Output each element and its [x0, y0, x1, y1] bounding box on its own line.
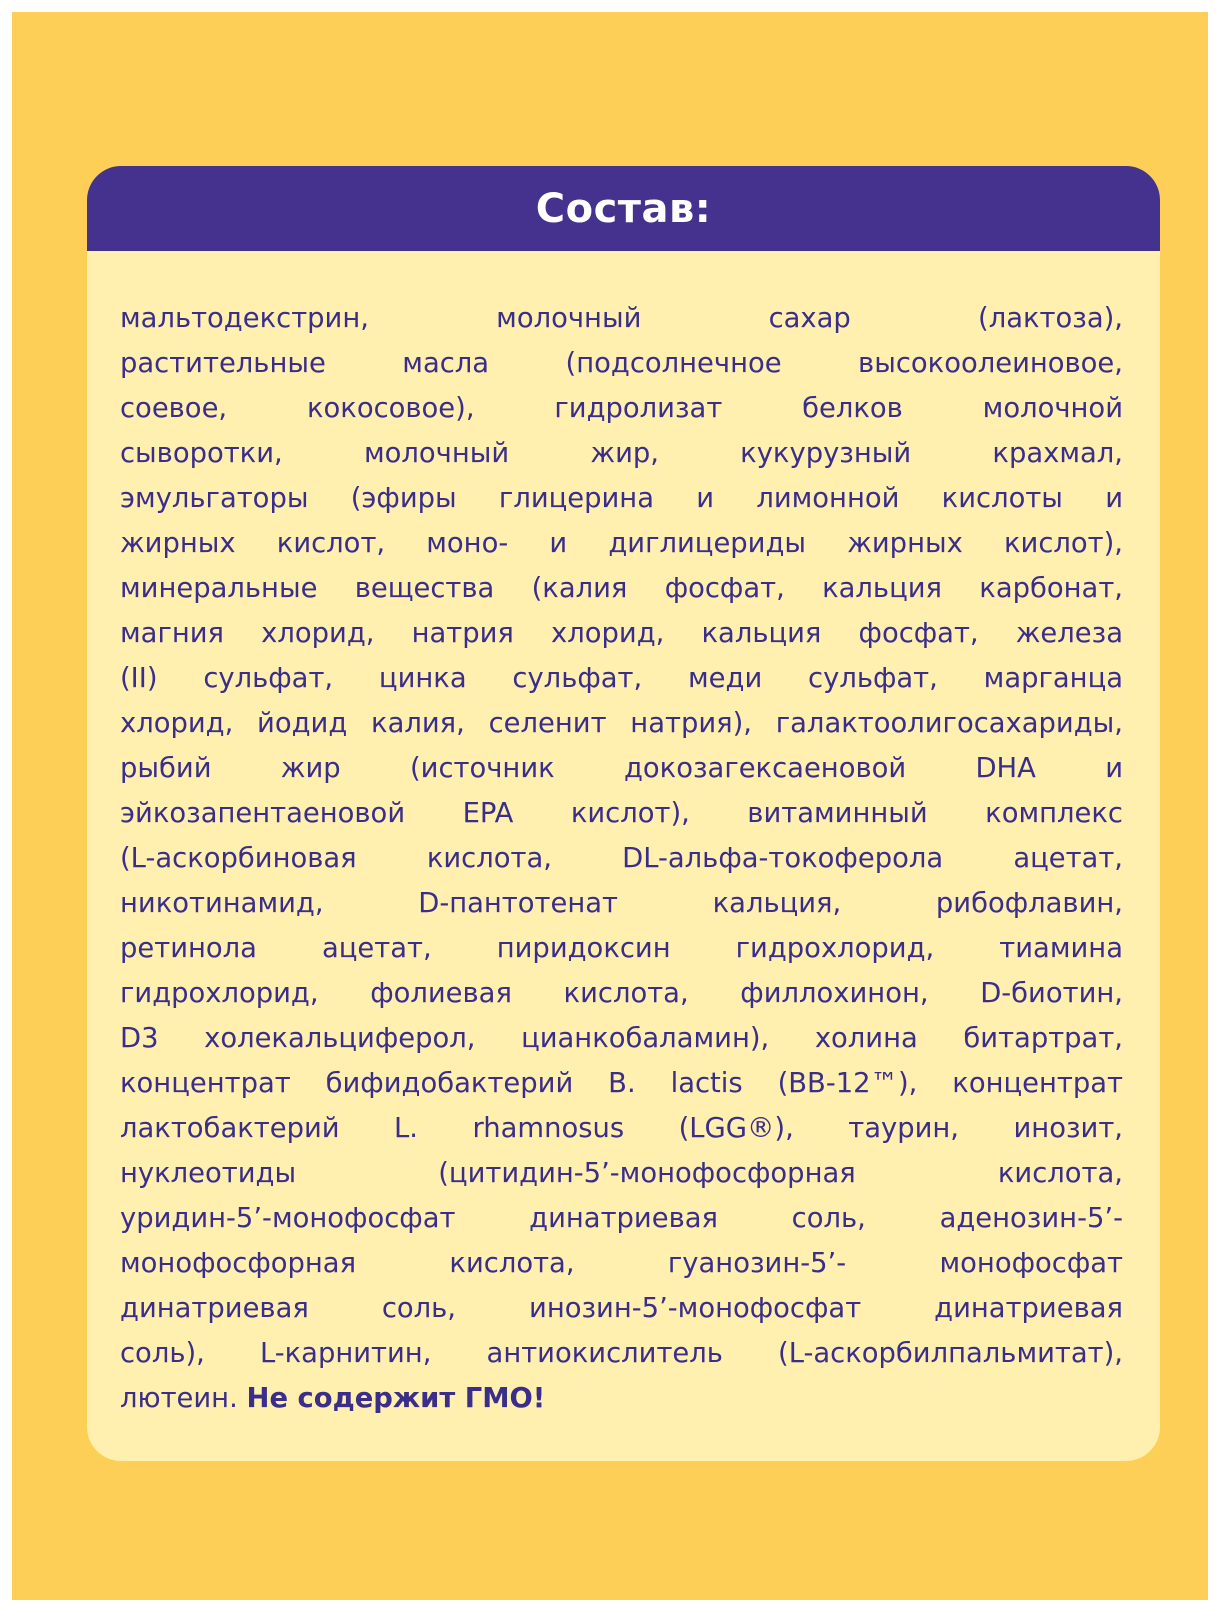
card-header — [87, 166, 1160, 251]
ingredients-line: мальтодекстрин, молочный сахар (лактоза), — [120, 303, 1123, 334]
ingredients-line: хлорид, йодид калия, селенит натрия), галактоолигосахариды, — [120, 708, 1123, 739]
ingredients-line: уридин-5’-монофосфат динатриевая соль, аденозин-5’- — [120, 1203, 1123, 1234]
card-title: Состав: — [535, 185, 712, 232]
ingredients-line: лактобактерий L. rhamnosus (LGG®), таурин, инозит, — [120, 1113, 1123, 1144]
ingredients-text — [120, 296, 1123, 1421]
ingredients-line: эйкозапентаеновой EPA кислот), витаминный комплекс — [120, 798, 1123, 829]
ingredients-line: эмульгаторы (эфиры глицерина и лимонной кислоты и — [120, 483, 1123, 514]
ingredients-line: гидрохлорид, фолиевая кислота, филлохинон, D-биотин, — [120, 978, 1123, 1009]
ingredients-line: нуклеотиды (цитидин-5’-монофосфорная кислота, — [120, 1158, 1123, 1189]
ingredients-line: магния хлорид, натрия хлорид, кальция фосфат, железа — [120, 618, 1123, 649]
ingredients-line: D3 холекальциферол, цианкобаламин), холина битартрат, — [120, 1023, 1123, 1054]
ingredients-last-line — [120, 1376, 1123, 1421]
ingredients-final-text: лютеин. — [120, 1383, 238, 1414]
ingredients-line: соль), L-карнитин, антиокислитель (L-аскорбилпальмитат), — [120, 1338, 1123, 1369]
ingredients-line: ретинола ацетат, пиридоксин гидрохлорид, тиамина — [120, 933, 1123, 964]
ingredients-line: динатриевая соль, инозин-5’-монофосфат динатриевая — [120, 1293, 1123, 1324]
gmo-free-notice: Не содержит ГМО! — [246, 1383, 546, 1414]
ingredients-line: минеральные вещества (калия фосфат, кальция карбонат, — [120, 573, 1123, 604]
ingredients-line: (L-аскорбиновая кислота, DL-альфа-токоферола ацетат, — [120, 843, 1123, 874]
ingredients-line: сыворотки, молочный жир, кукурузный крахмал, — [120, 438, 1123, 469]
ingredients-line: жирных кислот, моно- и диглицериды жирных кислот), — [120, 528, 1123, 559]
ingredients-line: рыбий жир (источник докозагексаеновой DHA и — [120, 753, 1123, 784]
ingredients-line: растительные масла (подсолнечное высокоолеиновое, — [120, 348, 1123, 379]
composition-card — [87, 166, 1160, 1461]
ingredients-line: никотинамид, D-пантотенат кальция, рибофлавин, — [120, 888, 1123, 919]
ingredients-line: (II) сульфат, цинка сульфат, меди сульфат, марганца — [120, 663, 1123, 694]
ingredients-line: монофосфорная кислота, гуанозин-5’- монофосфат — [120, 1248, 1123, 1279]
ingredients-line: концентрат бифидобактерий B. lactis (BB-12™), концентрат — [120, 1068, 1123, 1099]
ingredients-line: соевое, кокосовое), гидролизат белков молочной — [120, 393, 1123, 424]
yellow-background — [12, 12, 1208, 1600]
